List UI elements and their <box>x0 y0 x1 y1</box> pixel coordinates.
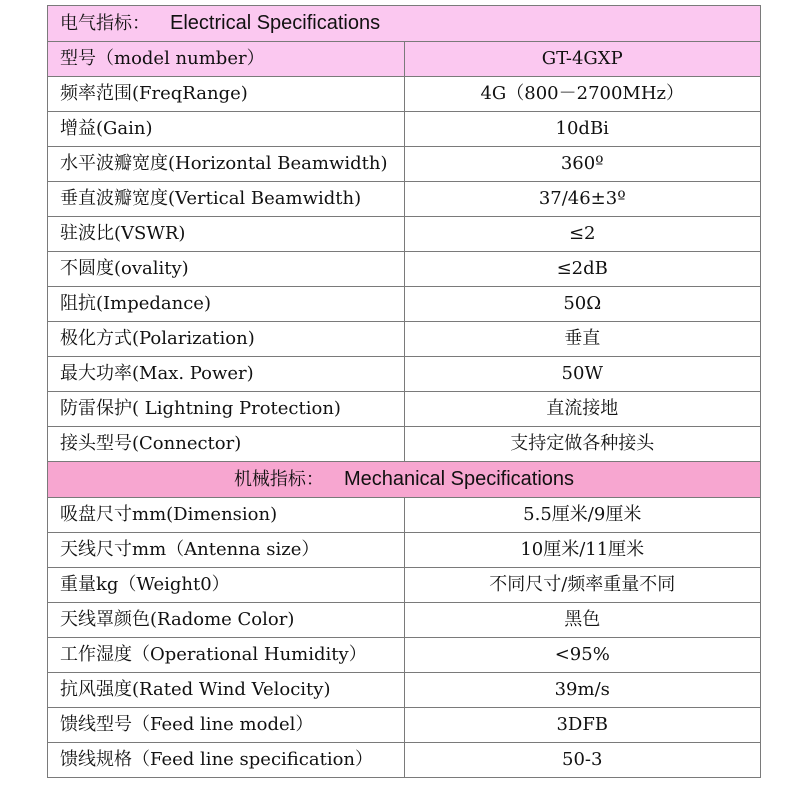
table-row <box>48 42 761 77</box>
spec-label: 垂直波瓣宽度(Vertical Beamwidth) <box>48 182 405 217</box>
spec-value: 支持定做各种接头 <box>404 427 761 462</box>
table-row <box>48 252 761 287</box>
spec-label: 增益(Gain) <box>48 112 405 147</box>
spec-label: 抗风强度(Rated Wind Velocity) <box>48 673 405 708</box>
section-title-en: Electrical Specifications <box>170 12 381 34</box>
spec-label: 不圆度(ovality) <box>48 252 405 287</box>
spec-value: ≤2dB <box>404 252 761 287</box>
table-row <box>48 392 761 427</box>
spec-value: 50W <box>404 357 761 392</box>
spec-label: 极化方式(Polarization) <box>48 322 405 357</box>
section-title-cn: 电气指标： <box>60 13 150 34</box>
table-row <box>48 533 761 568</box>
spec-value: 10dBi <box>404 112 761 147</box>
spec-label: 馈线规格（Feed line specification） <box>48 743 405 778</box>
table-row <box>48 147 761 182</box>
spec-label: 频率范围(FreqRange) <box>48 77 405 112</box>
spec-label: 最大功率(Max. Power) <box>48 357 405 392</box>
spec-label: 天线罩颜色(Radome Color) <box>48 603 405 638</box>
spec-label: 阻抗(Impedance) <box>48 287 405 322</box>
spec-value: 37/46±3º <box>404 182 761 217</box>
spec-value: <95% <box>404 638 761 673</box>
table-row <box>48 427 761 462</box>
table-row <box>48 287 761 322</box>
section-title-en: Mechanical Specifications <box>343 468 575 490</box>
spec-value: 垂直 <box>404 322 761 357</box>
spec-value: GT-4GXP <box>404 42 761 77</box>
spec-value: 5.5厘米/9厘米 <box>404 498 761 533</box>
spec-value: 10厘米/11厘米 <box>404 533 761 568</box>
spec-label: 接头型号(Connector) <box>48 427 405 462</box>
spec-value: ≤2 <box>404 217 761 252</box>
spec-table <box>47 5 761 778</box>
table-row <box>48 568 761 603</box>
section-title-cell <box>48 462 761 498</box>
table-row <box>48 322 761 357</box>
spec-value: 4G（800－2700MHz） <box>404 77 761 112</box>
spec-label: 重量kg（Weight0） <box>48 568 405 603</box>
table-row <box>48 603 761 638</box>
spec-value: 直流接地 <box>404 392 761 427</box>
spec-label: 工作湿度（Operational Humidity） <box>48 638 405 673</box>
table-row <box>48 357 761 392</box>
table-row <box>48 498 761 533</box>
spec-value: 3DFB <box>404 708 761 743</box>
spec-value: 360º <box>404 147 761 182</box>
spec-label: 防雷保护( Lightning Protection) <box>48 392 405 427</box>
spec-label: 馈线型号（Feed line model） <box>48 708 405 743</box>
spec-label: 吸盘尺寸mm(Dimension) <box>48 498 405 533</box>
section-header-mechanical <box>48 462 761 498</box>
spec-value: 不同尺寸/频率重量不同 <box>404 568 761 603</box>
table-row <box>48 638 761 673</box>
table-row <box>48 77 761 112</box>
table-row <box>48 217 761 252</box>
section-title-cell <box>48 6 761 42</box>
table-row <box>48 673 761 708</box>
table-row <box>48 708 761 743</box>
spec-label: 水平波瓣宽度(Horizontal Beamwidth) <box>48 147 405 182</box>
spec-label: 天线尺寸mm（Antenna size） <box>48 533 405 568</box>
spec-label: 驻波比(VSWR) <box>48 217 405 252</box>
spec-value: 50Ω <box>404 287 761 322</box>
spec-value: 39m/s <box>404 673 761 708</box>
spec-value: 50-3 <box>404 743 761 778</box>
spec-value: 黑色 <box>404 603 761 638</box>
spec-label: 型号（model number） <box>48 42 405 77</box>
section-header-electrical <box>48 6 761 42</box>
table-row <box>48 182 761 217</box>
table-row <box>48 743 761 778</box>
section-title-cn: 机械指标： <box>233 469 324 490</box>
table-row <box>48 112 761 147</box>
